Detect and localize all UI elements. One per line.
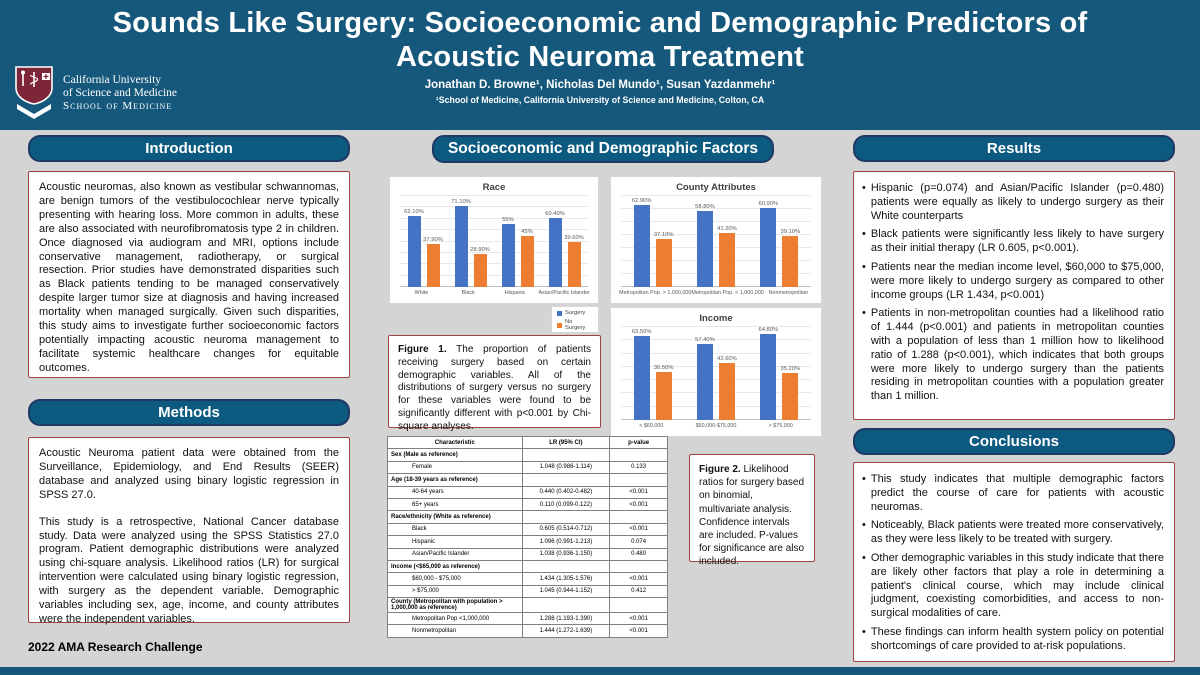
table-cell: 1.444 (1.272-1.639) [522,625,610,637]
surgery-bar [631,198,652,287]
table-cell: Metropolitan Pop <1,000,000 [388,613,523,625]
bar-value-label: 42.60% [717,356,737,363]
figure1-label: Figure 1. [398,344,447,355]
legend-swatch-icon [557,311,562,316]
section-header-factors [432,135,774,163]
table-section-row [388,598,668,613]
bar-value-label: 41.20% [717,226,737,233]
no-surgery-bar [780,366,801,420]
chart-plot-area [400,196,588,287]
bar-group [621,196,684,287]
methods-title: Methods [158,404,220,421]
table-cell: <0.001 [610,625,668,637]
bullet-item [862,519,1164,547]
table-cell: 0.133 [610,461,668,473]
table-cell: <0.001 [610,573,668,585]
chart-plot-area [621,327,811,420]
table-cell: 1.048 (0.986-1.114) [522,461,610,473]
bullet-dot: • [862,625,866,638]
lr-table-head [388,437,668,449]
table-cell [610,560,668,572]
table-cell [610,449,668,461]
bullet-item [862,473,1164,514]
category-label: Metropolitan Pop. < 1,000,000 [691,290,764,296]
surgery-bar [451,199,471,287]
bullet-dot: • [862,228,866,241]
table-cell: <0.001 [610,486,668,498]
bullet-dot: • [862,473,866,485]
figure1-caption [389,336,600,442]
legend-item [557,319,593,331]
figure2-caption [690,455,814,577]
table-cell: Nonmetropolitan [388,625,523,637]
surgery-bar [695,336,715,420]
logo-line3: School of Medicine [63,99,173,112]
category-label: Metropolitan Pop. > 1,000,000 [619,290,692,296]
lr-table-body [388,449,668,637]
poster-header [0,0,1200,130]
bullet-text: This study indicates that multiple demographic factors predict the course of care for patients with acoustic neuromas. [870,473,1164,513]
category-label: Hispanic [504,290,526,296]
table-cell: 1.038 (0.936-1.150) [522,548,610,560]
bar-groups [621,196,811,287]
col-header-characteristic: Characteristic [388,437,523,449]
table-cell: Race/ethnicity (White as reference) [388,511,523,523]
logo-line1: California University [63,73,162,86]
table-data-row [388,585,668,597]
bar-value-label: 55% [502,217,514,224]
chart-title: Income [699,313,733,324]
bar-value-label: 71.10% [451,199,471,206]
section-header-conclusions [853,428,1175,455]
table-data-row [388,461,668,473]
table-data-row [388,536,668,548]
table-header-row [388,437,668,449]
table-cell: Female [388,461,523,473]
legend-item [557,310,593,316]
bar-group [621,327,684,420]
no-surgery-bar [564,234,584,287]
logo-line2: of Science and Medicine [63,86,177,99]
bar-value-label: 62.10% [404,209,424,216]
table-section-row [388,449,668,461]
table-cell: Black [388,523,523,535]
bullet-text: Other demographic variables in this study indicate that there are likely other factors that play a role in determining a patient's clinical course, which may include clinical judgment, coexisting comorbidities, and access to non-surgical modalities of care. [870,551,1164,620]
surgery-bar [502,217,515,287]
county-attributes-chart [610,176,822,304]
surgery-bar [695,203,715,287]
authors-line: Jonathan D. Browne¹, Nicholas Del Mundo¹, Susan Yazdanmehr¹ [424,79,776,91]
table-cell: Asian/Pacific Islander [388,548,523,560]
university-logo [12,66,177,120]
bullet-text: Patients near the median income level, $60,000 to $75,000, were more likely to undergo surgery as compared to other income groups (LR 1.434, p<0.001) [870,260,1164,301]
bar-value-label: 37.10% [653,231,674,238]
section-header-results [853,135,1175,162]
conclusions-bullet-list [854,463,1174,665]
results-box [853,171,1175,420]
category-axis [619,290,813,300]
table-cell: 0.440 (0.402-0.482) [522,486,610,498]
chart-title: Race [482,182,506,193]
legend-swatch-icon [557,323,562,328]
bar-value-label: 39.10% [780,229,801,236]
surgery-bar [758,326,779,420]
poster-title-line1: Sounds Like Surgery: Socioeconomic and Demographic Predictors of [112,7,1088,39]
no-surgery-bar [653,364,674,420]
table-cell: 65+ years [388,498,523,510]
table-cell: 40-64 years [388,486,523,498]
table-cell: Age (18-39 years as reference) [388,474,523,486]
income-chart [610,307,822,437]
introduction-title: Introduction [145,140,233,157]
legend-label: No Surgery [565,319,586,331]
bullet-dot: • [862,551,866,564]
figure2-text: Likelihood ratios for surgery based on binomial, multivariate analysis. Confidence intervals are included. P-values for significance are also included. [699,464,805,568]
table-cell [522,560,610,572]
table-cell: Sex (Male as reference) [388,449,523,461]
table-section-row [388,560,668,572]
bar-groups [621,327,811,420]
affiliation-line: ¹School of Medicine, California University of Science and Medicine, Colton, CA [435,95,765,105]
bullet-item [862,307,1164,404]
bar-group [400,196,447,287]
category-label: $60,000-$75,000 [695,423,737,429]
bullet-item [862,261,1164,302]
bar-value-label: 37.90% [423,236,443,243]
introduction-text: Acoustic neuromas, also known as vestibular schwannomas, are benign tumors of the vestibulocochlear nerve typically presenting with hearing loss. More common in adults, these are also associated with neurofibromatosis type 2 in children. Once diagnosed via audiogram and MRI, options include conservative management, radiotherapy, or surgical resection. Prior studies have demonstrated disparities such as Black patients tending to be managed conservatively despite larger tumor size at diagnosis and having increased mortality when managed surgically. Given such disparities, this study aims to investigate further socioeconomic factors potentially impacting acoustic neuroma management to facilitate systemic healthcare changes for equitable outcomes. [39,181,339,374]
bullet-item [862,228,1164,256]
methods-box [28,437,350,623]
table-cell: Hispanic [388,536,523,548]
table-cell [610,511,668,523]
no-surgery-bar [717,356,737,420]
table-cell: County (Metropolitan with population > 1,000,000 as reference) [388,598,523,613]
no-surgery-bar [780,229,801,287]
results-title: Results [986,140,1042,157]
table-cell: 1.096 (0.991-1.213) [522,536,610,548]
footer-credit: 2022 AMA Research Challenge [28,640,203,654]
figure2-box [689,454,815,568]
table-cell [522,598,610,613]
surgery-bar [631,328,652,420]
table-data-row [388,573,668,585]
table-cell: 0.412 [610,585,668,597]
legend-label: Surgery [565,310,586,316]
table-cell: 1.434 (1.305-1.576) [522,573,610,585]
chart-plot-area [621,196,811,287]
no-surgery-bar [717,226,737,287]
table-cell: 0.480 [610,548,668,560]
figure1-text: The proportion of patients receiving surgery based on certain demographic variables. All of the distributions of surgery versus no surgery for these variables were found to be significantly different with p<0.001 by Chi-square analyses. [398,344,591,432]
bullet-text: Hispanic (p=0.074) and Asian/Pacific Islander (p=0.480) patients were equally as likely to undergo surgery as their White counterparts [870,182,1164,222]
bar-group [447,196,494,287]
bar-value-label: 64.80% [758,326,779,333]
table-cell: Income (<$65,000 as reference) [388,560,523,572]
category-axis [619,423,813,433]
introduction-box [28,171,350,378]
section-header-introduction [28,135,350,162]
bar-value-label: 57.40% [695,336,715,343]
table-data-row [388,625,668,637]
table-cell: 1.288 (1.193-1.390) [522,613,610,625]
bullet-dot: • [862,519,866,532]
bullet-text: Black patients were significantly less likely to have surgery as their initial therapy (LR 0.605, p<0.001). [870,228,1164,255]
table-data-row [388,498,668,510]
no-surgery-bar [653,231,674,287]
no-surgery-bar [521,228,534,287]
no-surgery-bar [423,236,443,287]
table-cell [522,449,610,461]
bar-value-label: 28.90% [470,247,490,254]
bullet-dot: • [862,307,866,320]
chart-title: County Attributes [676,182,756,193]
table-cell [610,598,668,613]
surgery-bar [404,209,424,287]
surgery-bar [758,200,779,287]
bar-value-label: 60.40% [545,211,565,218]
bar-group [748,327,811,420]
bar-value-label: 35.20% [780,366,801,373]
surgery-bar [545,211,565,287]
table-cell: <0.001 [610,523,668,535]
table-cell [610,474,668,486]
bar-group [494,196,541,287]
bullet-dot: • [862,260,866,273]
conclusions-title: Conclusions [968,433,1059,450]
bar-value-label: 36.50% [653,364,674,371]
table-cell: <0.001 [610,613,668,625]
table-section-row [388,511,668,523]
category-axis [398,290,590,300]
methods-paragraph-2: This study is a retrospective, National Cancer database study. Data were analyzed using the SPSS Statistics 27.0 program. Patient demographic distributions were analyzed using chi-square analysis. Likelihood ratios (LR) for surgical intervention were calculated using binary logistic regression, with surgery as the dependent variable. Demographic variables including sex, age, income, and county attributes were the independent variables. [39,515,339,625]
bar-group [684,327,747,420]
no-surgery-bar [470,247,490,287]
methods-paragraph-1: Acoustic Neuroma patient data were obtained from the Surveillance, Epidemiology, and End Results (SEER) database and analyzed using binary logistic regression in SPSS 27.0. [39,447,339,501]
bullet-item [862,182,1164,223]
category-label: Black [461,290,475,296]
bullet-item [862,626,1164,654]
table-cell: 0.110 (0.099-0.122) [522,498,610,510]
table-data-row [388,613,668,625]
bullet-item [862,552,1164,621]
bar-value-label: 63.50% [631,328,652,335]
bar-group [684,196,747,287]
chart-legend [551,306,599,333]
bullet-text: Noticeably, Black patients were treated more conservatively, as they were less likely to be treated with surgery. [870,519,1164,546]
table-data-row [388,523,668,535]
table-cell: $60,000 - $75,000 [388,573,523,585]
poster-title-line2: Acoustic Neuroma Treatment [395,41,805,73]
bar-groups [400,196,588,287]
category-label: > $75,000 [768,423,793,429]
results-bullet-list [854,172,1174,415]
table-data-row [388,486,668,498]
bar-value-label: 45% [521,228,533,235]
bullet-text: Patients in non-metropolitan counties had a likelihood ratio of 1.444 (p<0.001) and patients in metropolitan counties with a population of less than 1 million how to likelihood ratio of 1.288 (p<0.001), which indicates that both groups were more likely to undergo surgery than the patients residing in metropolitan counties with a population greater than 1 million. [870,307,1164,403]
col-header-pvalue: p-value [610,437,668,449]
factors-title: Socioeconomic and Demographic Factors [447,140,759,157]
table-cell: > $75,000 [388,585,523,597]
bar-group [541,196,588,287]
bullet-dot: • [862,182,866,194]
table-cell [522,474,610,486]
table-cell: 0.605 (0.514-0.712) [522,523,610,535]
col-header-lr: LR (95% CI) [522,437,610,449]
figure1-box [388,335,601,432]
category-label: < $60,000 [639,423,664,429]
bar-value-label: 60.90% [758,200,779,207]
table-cell: 1.045 (0.944-1.152) [522,585,610,597]
category-label: White [414,290,429,296]
table-data-row [388,548,668,560]
table-cell [522,511,610,523]
table-section-row [388,474,668,486]
conclusions-box [853,462,1175,662]
bar-group [748,196,811,287]
methods-text [29,438,349,636]
lr-table [387,436,668,638]
bullet-text: These findings can inform health system policy on potential shortcomings of care provided to at-risk populations. [870,625,1164,652]
race-chart [389,176,599,304]
table-cell: 0.074 [610,536,668,548]
table-cell: <0.001 [610,498,668,510]
bar-value-label: 39.60% [564,234,584,241]
poster-title [0,6,1200,74]
university-crest-icon [12,66,56,120]
category-label: Nonmetropolitan [768,290,809,296]
category-label: Asian/Pacific Islander [538,290,590,296]
bar-value-label: 58.80% [695,203,715,210]
bar-value-label: 62.90% [631,198,652,205]
section-header-methods [28,399,350,426]
figure2-label: Figure 2. [699,464,741,475]
bottom-bar [0,667,1200,675]
